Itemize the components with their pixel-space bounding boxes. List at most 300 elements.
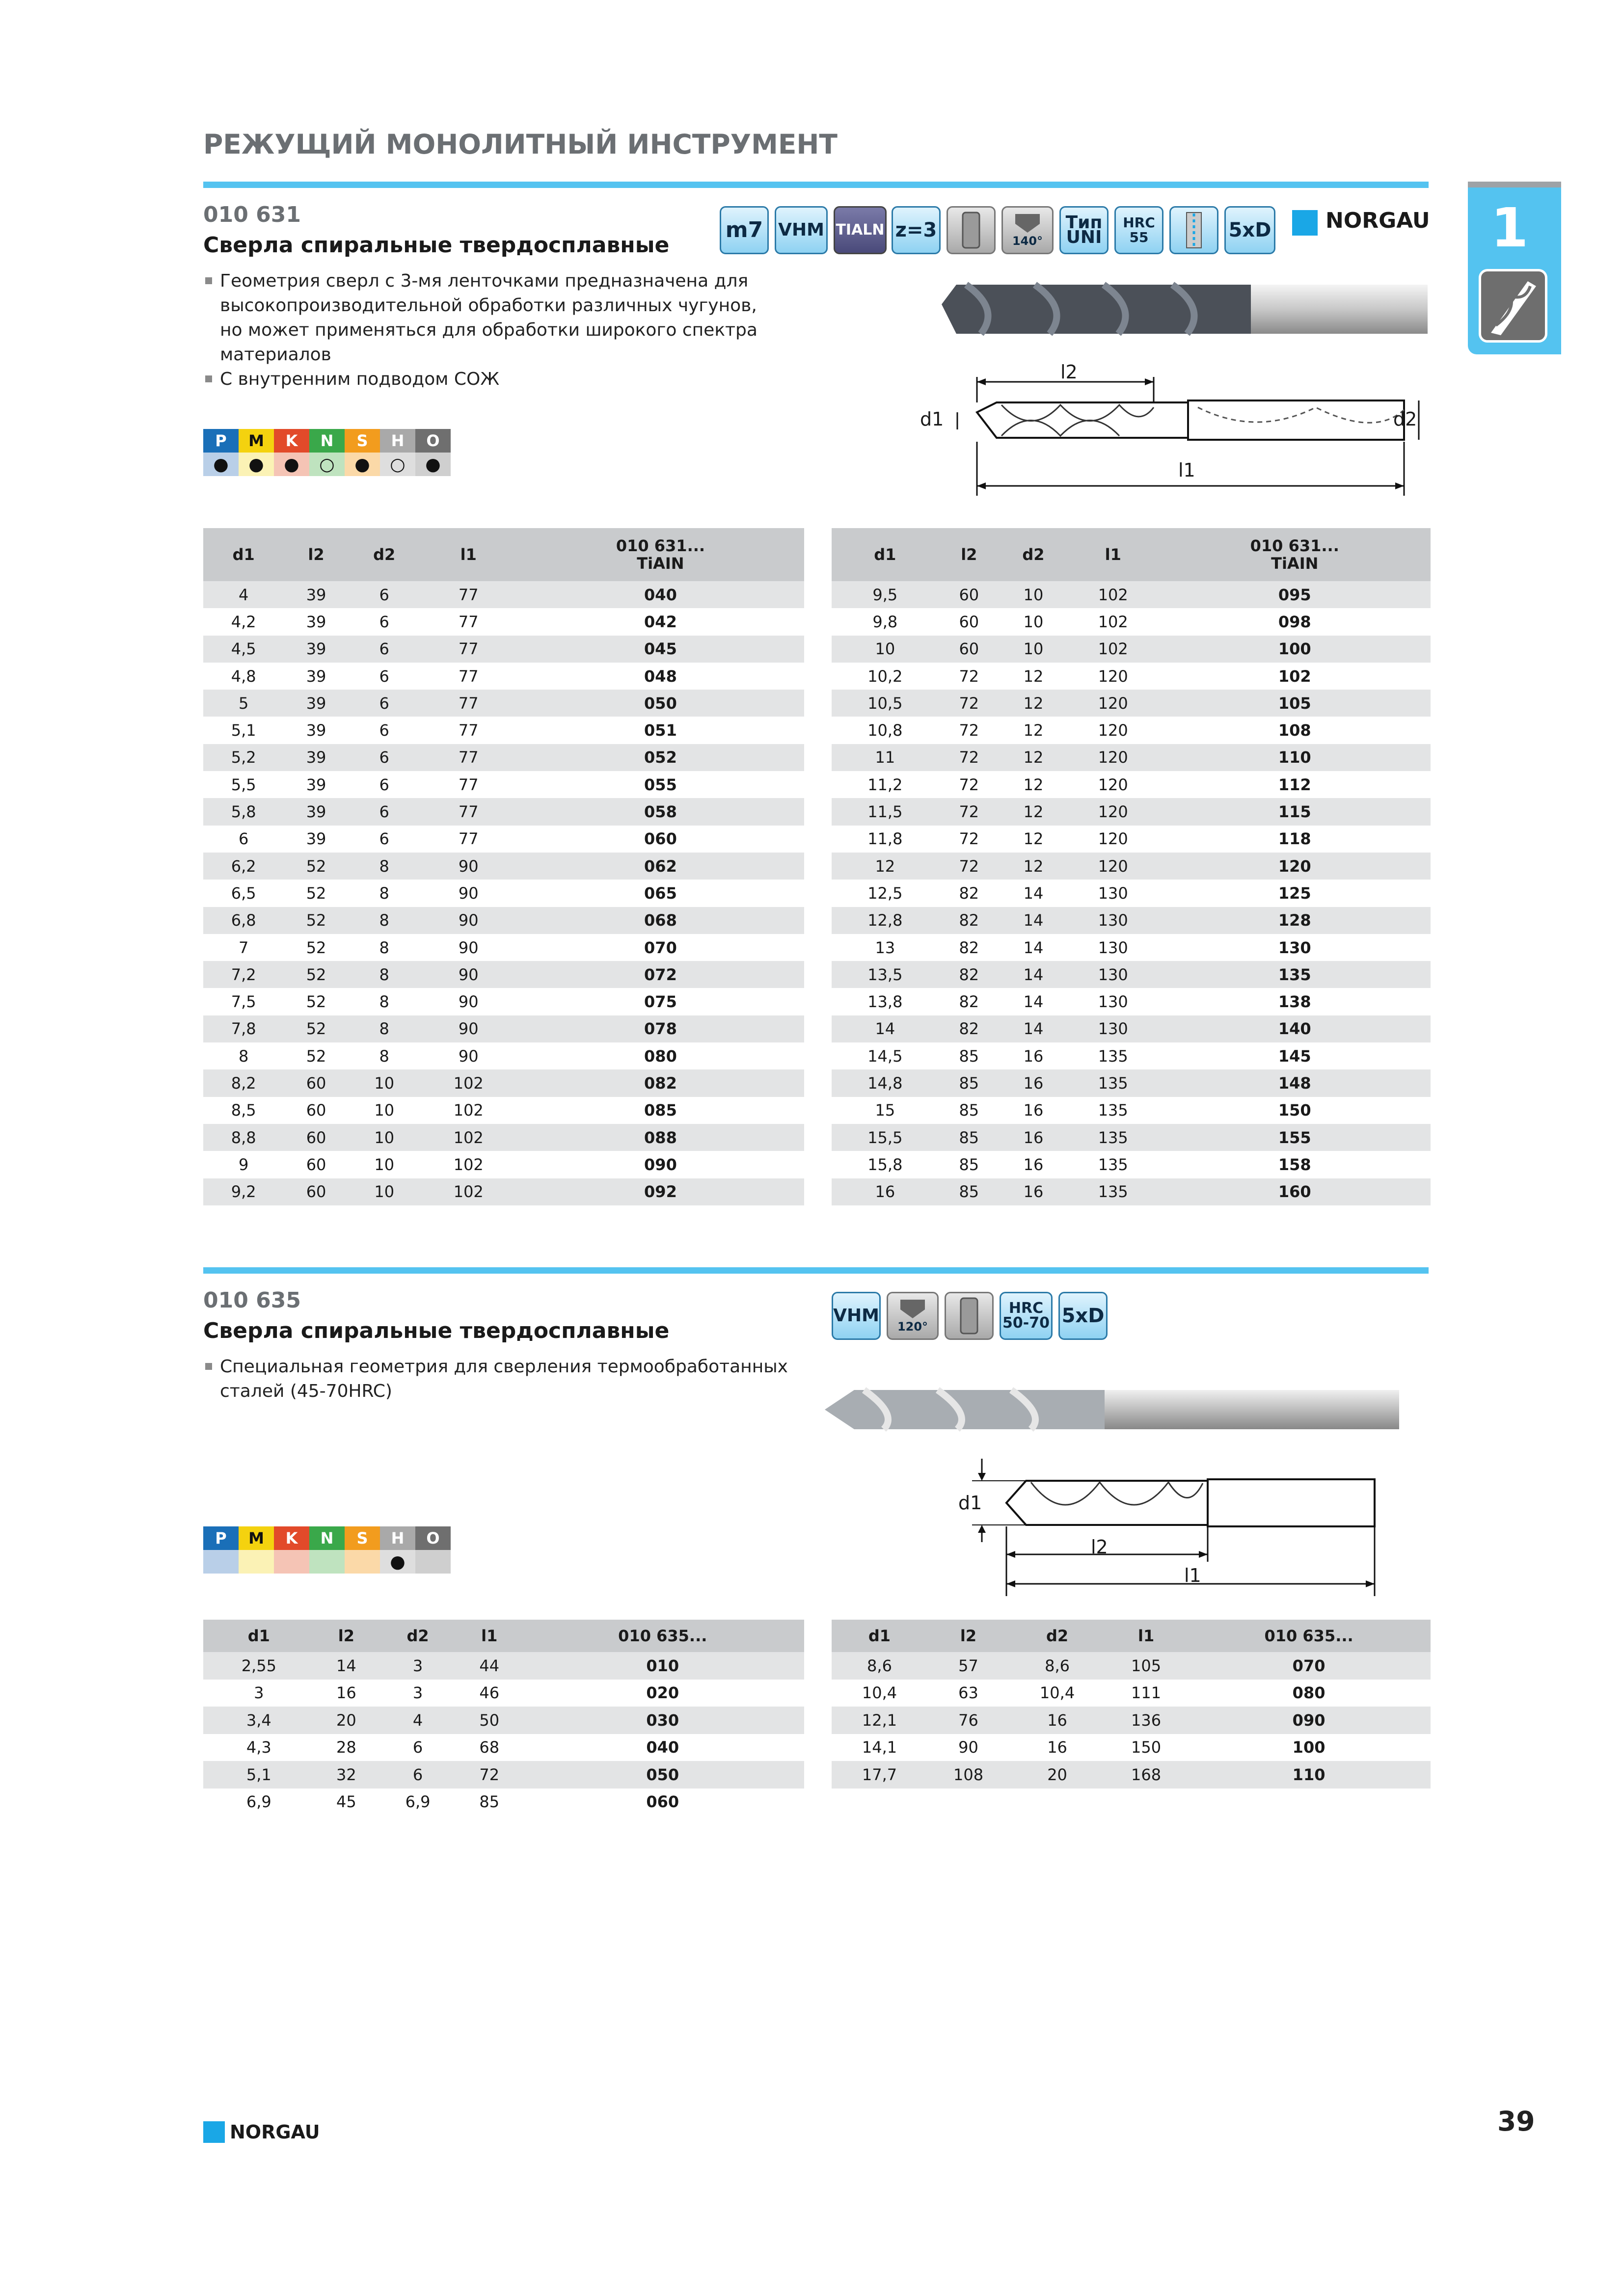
table-cell: 77: [458, 667, 479, 686]
table-cell: 6: [349, 690, 420, 717]
table-row: [203, 1680, 804, 1707]
table-cell: 6: [379, 612, 389, 631]
table-cell: 6: [379, 775, 389, 794]
table-cell: 39: [306, 775, 326, 794]
article-code-cell: 120: [1159, 853, 1431, 880]
table-cell: 90: [958, 1738, 978, 1757]
material-mark: ●: [203, 453, 239, 476]
section-divider: [203, 182, 1429, 188]
table-cell: 13: [875, 938, 895, 957]
table-cell: 77: [420, 581, 517, 608]
column-header: l2: [927, 1620, 1009, 1652]
table-cell: 8,5: [231, 1101, 256, 1120]
table-cell: 39: [306, 612, 326, 631]
page-number: 39: [1497, 2106, 1535, 2137]
table-cell: 12: [1023, 775, 1044, 794]
table-cell: 8,8: [203, 1124, 284, 1151]
table-row: [832, 1178, 1431, 1205]
article-code-cell: 112: [1278, 775, 1311, 794]
table-cell: 60: [939, 581, 1000, 608]
table-cell: 72: [959, 829, 979, 849]
page-title: РЕЖУЩИЙ МОНОЛИТНЫЙ ИНСТРУМЕНТ: [203, 129, 838, 160]
material-mark: [274, 1550, 309, 1574]
table-cell: 10: [1000, 581, 1067, 608]
size-table-left: [203, 528, 804, 1205]
table-header-row: [203, 1620, 804, 1652]
hrc-badge: HRC 55: [1114, 206, 1163, 254]
table-cell: 6,5: [231, 883, 256, 903]
footer-brand: NORGAU: [230, 2121, 320, 2143]
table-row: [203, 1761, 804, 1789]
table-cell: 6: [412, 1738, 423, 1757]
table-cell: 12,1: [832, 1707, 927, 1734]
table-cell: 60: [284, 1069, 348, 1096]
section-divider: [203, 1267, 1429, 1274]
table-cell: 130: [1067, 907, 1159, 934]
table-cell: 15: [875, 1101, 895, 1120]
article-code-cell: 045: [517, 636, 804, 663]
article-code-cell: 098: [1278, 612, 1311, 631]
table-cell: 72: [959, 667, 979, 686]
article-code-cell: 090: [1187, 1707, 1431, 1734]
table-cell: 77: [458, 612, 479, 631]
table-row: [832, 663, 1431, 690]
table-cell: 135: [1067, 1069, 1159, 1096]
table-cell: 102: [420, 1124, 517, 1151]
column-header: d1: [832, 1620, 927, 1652]
point-angle-badge: 120°: [887, 1292, 939, 1340]
table-cell: 90: [458, 883, 479, 903]
article-code-cell: 052: [517, 744, 804, 771]
material-k: K: [274, 429, 309, 453]
table-cell: 6,2: [203, 853, 284, 880]
table-cell: 16: [1000, 1124, 1067, 1151]
column-header: l2: [939, 528, 1000, 581]
table-cell: 10,8: [867, 721, 903, 740]
table-cell: 111: [1131, 1683, 1162, 1703]
article-code-cell: 060: [646, 1792, 679, 1812]
article-code-cell: 158: [1278, 1155, 1311, 1174]
column-header: 010 631... TiAIN: [517, 528, 804, 581]
product-code: 010 635: [203, 1288, 301, 1313]
table-row: [203, 663, 804, 690]
article-code-cell: 058: [517, 798, 804, 825]
article-code-cell: 100: [1292, 1738, 1325, 1757]
table-cell: 52: [284, 961, 348, 988]
drill-photo: [825, 1385, 1404, 1434]
table-cell: 14: [315, 1652, 379, 1680]
table-cell: 120: [1067, 798, 1159, 825]
table-cell: 6,8: [203, 907, 284, 934]
table-cell: 8: [238, 1046, 249, 1066]
column-header: 010 631... TiAIN: [1159, 528, 1431, 581]
table-row: [832, 934, 1431, 961]
table-cell: 15,5: [832, 1124, 939, 1151]
table-row: [832, 1069, 1431, 1096]
article-code-cell: 040: [646, 1738, 679, 1757]
table-cell: 90: [420, 1015, 517, 1042]
article-code-cell: 065: [644, 883, 677, 903]
article-code-cell: 092: [517, 1178, 804, 1205]
article-code-cell: 010: [521, 1652, 804, 1680]
material-groups: [203, 429, 451, 476]
table-cell: 10: [349, 1124, 420, 1151]
table-cell: 39: [284, 581, 348, 608]
table-cell: 4,3: [246, 1738, 271, 1757]
column-header: l1: [420, 528, 517, 581]
feature-item: Геометрия сверл с 3-мя ленточками предназначена для высокопроизводительной обработки различных чугунов, но может применяться для обработки широкого спектра материалов: [203, 269, 783, 367]
table-row: [203, 1734, 804, 1762]
table-cell: 60: [959, 612, 979, 631]
article-code-cell: 050: [517, 690, 804, 717]
table-cell: 3: [378, 1652, 458, 1680]
table-cell: 8: [379, 992, 389, 1012]
column-header: d2: [1000, 528, 1067, 581]
table-cell: 4,2: [231, 612, 256, 631]
dim-label-l1: l1: [1178, 459, 1195, 481]
article-code-cell: 095: [1159, 581, 1431, 608]
table-header-row: [203, 528, 804, 581]
table-row: [832, 690, 1431, 717]
table-cell: 130: [1098, 883, 1128, 903]
article-code-cell: 080: [644, 1046, 677, 1066]
table-cell: 108: [927, 1761, 1009, 1789]
table-cell: 6: [238, 829, 249, 849]
article-code-cell: 075: [644, 992, 677, 1012]
article-code-cell: 110: [1187, 1761, 1431, 1789]
table-row: [832, 1707, 1431, 1734]
article-code-cell: 082: [517, 1069, 804, 1096]
table-cell: 12: [1000, 798, 1067, 825]
table-cell: 57: [927, 1652, 1009, 1680]
material-mark: [345, 1550, 380, 1574]
table-cell: 82: [939, 1015, 1000, 1042]
table-cell: 12: [832, 853, 939, 880]
table-cell: 12: [1023, 721, 1044, 740]
table-cell: 52: [284, 907, 348, 934]
table-cell: 8: [349, 907, 420, 934]
table-cell: 102: [1067, 636, 1159, 663]
table-cell: 6: [379, 721, 389, 740]
article-code-cell: 048: [644, 667, 677, 686]
material-mark: ●: [415, 453, 451, 476]
table-cell: 7: [238, 938, 249, 957]
table-cell: 85: [479, 1792, 500, 1812]
table-cell: 52: [306, 1046, 326, 1066]
table-row: [203, 934, 804, 961]
table-cell: 14: [1000, 907, 1067, 934]
article-code-cell: 080: [1292, 1683, 1325, 1703]
table-cell: 10: [1023, 612, 1044, 631]
table-cell: 5,1: [203, 1761, 315, 1789]
article-code-cell: 155: [1159, 1124, 1431, 1151]
material-mark: ●: [274, 453, 309, 476]
table-cell: 130: [1067, 1015, 1159, 1042]
table-cell: 135: [1098, 1155, 1128, 1174]
material-badge: VHM: [775, 206, 828, 254]
table-cell: 72: [939, 853, 1000, 880]
table-cell: 4,8: [231, 667, 256, 686]
table-cell: 10: [349, 1178, 420, 1205]
table-cell: 14,5: [867, 1046, 903, 1066]
table-row: [203, 581, 804, 608]
table-row: [832, 744, 1431, 771]
table-cell: 82: [959, 883, 979, 903]
table-cell: 16: [1047, 1738, 1067, 1757]
table-cell: 12,8: [832, 907, 939, 934]
table-row: [203, 798, 804, 825]
dim-label-d1: d1: [958, 1492, 982, 1514]
article-code-cell: 020: [646, 1683, 679, 1703]
table-cell: 6: [349, 744, 420, 771]
article-code-cell: 138: [1278, 992, 1311, 1012]
table-cell: 52: [306, 992, 326, 1012]
table-cell: 16: [1000, 1069, 1067, 1096]
table-cell: 72: [939, 798, 1000, 825]
article-code-cell: 102: [1278, 667, 1311, 686]
table-cell: 4,5: [203, 636, 284, 663]
table-cell: 135: [1067, 1124, 1159, 1151]
table-row: [203, 907, 804, 934]
table-cell: 11,2: [867, 775, 903, 794]
footer-logo-square: [203, 2121, 225, 2143]
drill-icon: [1479, 269, 1547, 343]
table-row: [832, 1652, 1431, 1680]
article-code-cell: 055: [644, 775, 677, 794]
table-row: [203, 1789, 804, 1816]
article-code-cell: 051: [644, 721, 677, 740]
article-code-cell: 145: [1278, 1046, 1311, 1066]
table-cell: 72: [959, 775, 979, 794]
table-cell: 68: [479, 1738, 500, 1757]
product-title: Сверла спиральные твердосплавные: [203, 233, 670, 258]
table-cell: 8: [349, 853, 420, 880]
table-cell: 6: [379, 829, 389, 849]
article-code-cell: 078: [517, 1015, 804, 1042]
table-cell: 14,1: [862, 1738, 897, 1757]
table-cell: 8: [349, 1015, 420, 1042]
table-cell: 10,5: [832, 690, 939, 717]
table-cell: 82: [939, 907, 1000, 934]
column-header: 010 635...: [521, 1620, 804, 1652]
article-code-cell: 060: [644, 829, 677, 849]
table-cell: 8,6: [832, 1652, 927, 1680]
table-cell: 44: [458, 1652, 521, 1680]
dim-label-d2: d2: [1393, 408, 1417, 430]
table-cell: 14: [1000, 961, 1067, 988]
table-row: [832, 1124, 1431, 1151]
table-cell: 5,1: [231, 721, 256, 740]
table-cell: 52: [306, 883, 326, 903]
table-cell: 130: [1098, 992, 1128, 1012]
table-cell: 8: [379, 883, 389, 903]
material-mark: ○: [380, 453, 415, 476]
table-row: [832, 581, 1431, 608]
table-cell: 39: [284, 690, 348, 717]
table-cell: 90: [458, 938, 479, 957]
table-cell: 39: [284, 798, 348, 825]
article-code-cell: 128: [1159, 907, 1431, 934]
table-cell: 16: [1009, 1707, 1105, 1734]
table-cell: 9,5: [832, 581, 939, 608]
dim-label-d1: d1: [920, 408, 944, 430]
table-cell: 16: [1023, 1155, 1044, 1174]
table-cell: 60: [284, 1178, 348, 1205]
table-row: [832, 907, 1431, 934]
column-header: l2: [284, 528, 348, 581]
article-code-cell: 140: [1159, 1015, 1431, 1042]
table-cell: 32: [315, 1761, 379, 1789]
table-cell: 130: [1098, 938, 1128, 957]
table-row: [203, 1069, 804, 1096]
table-cell: 39: [284, 636, 348, 663]
column-header: l2: [315, 1620, 379, 1652]
table-cell: 2,55: [203, 1652, 315, 1680]
table-cell: 10,4: [862, 1683, 897, 1703]
table-row: [832, 1680, 1431, 1707]
table-row: [832, 988, 1431, 1015]
chapter-number: 1: [1490, 196, 1529, 259]
article-code-cell: 150: [1278, 1101, 1311, 1120]
table-row: [203, 1042, 804, 1069]
material-o: O: [415, 1526, 451, 1550]
table-row: [832, 1151, 1431, 1178]
table-cell: 77: [420, 690, 517, 717]
material-mark: [309, 1550, 345, 1574]
article-code-cell: 068: [517, 907, 804, 934]
table-row: [832, 1761, 1431, 1789]
table-cell: 120: [1098, 775, 1128, 794]
table-cell: 72: [939, 690, 1000, 717]
table-cell: 90: [420, 961, 517, 988]
table-cell: 6,9: [246, 1792, 271, 1812]
table-cell: 5,5: [231, 775, 256, 794]
material-p: P: [203, 429, 239, 453]
table-cell: 8,6: [1009, 1652, 1105, 1680]
table-cell: 102: [420, 1178, 517, 1205]
table-cell: 16: [1023, 1046, 1044, 1066]
article-code-cell: 110: [1159, 744, 1431, 771]
table-cell: 13,8: [867, 992, 903, 1012]
material-mark: ○: [309, 453, 345, 476]
article-code-cell: 062: [517, 853, 804, 880]
product-code: 010 631: [203, 202, 301, 227]
table-cell: 72: [458, 1761, 521, 1789]
table-cell: 72: [939, 744, 1000, 771]
technical-drawing: [913, 363, 1424, 496]
article-code-cell: 050: [521, 1761, 804, 1789]
table-cell: 39: [284, 744, 348, 771]
table-cell: 90: [420, 907, 517, 934]
table-cell: 16: [832, 1178, 939, 1205]
column-header: 010 635...: [1187, 1620, 1431, 1652]
chapter-tab-divider: [1468, 182, 1561, 187]
article-code-cell: 090: [644, 1155, 677, 1174]
table-cell: 46: [479, 1683, 500, 1703]
material-m: M: [239, 429, 274, 453]
article-code-cell: 085: [644, 1101, 677, 1120]
table-cell: 102: [453, 1155, 484, 1174]
table-row: [203, 717, 804, 744]
table-cell: 20: [315, 1707, 379, 1734]
column-header: l1: [1067, 528, 1159, 581]
table-row: [832, 826, 1431, 853]
table-cell: 85: [959, 1155, 979, 1174]
table-cell: 72: [959, 721, 979, 740]
table-row: [203, 1707, 804, 1734]
table-cell: 7,5: [231, 992, 256, 1012]
table-cell: 120: [1067, 690, 1159, 717]
table-row: [203, 608, 804, 635]
table-cell: 77: [458, 775, 479, 794]
table-cell: 8: [379, 938, 389, 957]
table-cell: 90: [420, 853, 517, 880]
table-cell: 168: [1105, 1761, 1187, 1789]
table-cell: 102: [1098, 612, 1128, 631]
table-row: [832, 636, 1431, 663]
table-row: [203, 826, 804, 853]
table-cell: 5,2: [203, 744, 284, 771]
article-code-cell: 148: [1159, 1069, 1431, 1096]
table-row: [203, 880, 804, 907]
table-row: [832, 1097, 1431, 1124]
table-row: [203, 853, 804, 880]
material-badge: VHM: [832, 1292, 881, 1340]
table-cell: 85: [939, 1178, 1000, 1205]
table-cell: 14,8: [832, 1069, 939, 1096]
table-cell: 135: [1098, 1046, 1128, 1066]
material-o: O: [415, 429, 451, 453]
tolerance-badge: m7: [720, 206, 769, 254]
table-cell: 60: [284, 1124, 348, 1151]
table-cell: 60: [306, 1155, 326, 1174]
table-cell: 8: [349, 961, 420, 988]
table-header-row: [832, 528, 1431, 581]
material-h: H: [380, 1526, 415, 1550]
table-cell: 4: [378, 1707, 458, 1734]
table-cell: 120: [1067, 853, 1159, 880]
table-row: [203, 1151, 804, 1178]
brand-name: NORGAU: [1325, 208, 1430, 233]
table-cell: 102: [420, 1069, 517, 1096]
table-row: [832, 608, 1431, 635]
table-cell: 120: [1098, 667, 1128, 686]
table-cell: 77: [420, 636, 517, 663]
table-cell: 9: [238, 1155, 249, 1174]
table-cell: 82: [939, 961, 1000, 988]
table-cell: 136: [1105, 1707, 1187, 1734]
table-cell: 6: [349, 636, 420, 663]
table-row: [832, 961, 1431, 988]
table-cell: 16: [1000, 1178, 1067, 1205]
size-table-left: [203, 1620, 804, 1815]
table-cell: 60: [939, 636, 1000, 663]
table-cell: 9,2: [203, 1178, 284, 1205]
material-mark: ●: [239, 453, 274, 476]
table-cell: 10: [349, 1069, 420, 1096]
article-code-cell: 042: [644, 612, 677, 631]
article-code-cell: 040: [517, 581, 804, 608]
table-cell: 6: [349, 798, 420, 825]
type-badge: Тип UNI: [1059, 206, 1109, 254]
table-cell: 14: [832, 1015, 939, 1042]
table-cell: 10: [374, 1155, 395, 1174]
material-m: M: [239, 1526, 274, 1550]
table-cell: 10: [832, 636, 939, 663]
table-row: [203, 636, 804, 663]
table-cell: 105: [1105, 1652, 1187, 1680]
material-mark: ●: [345, 453, 380, 476]
